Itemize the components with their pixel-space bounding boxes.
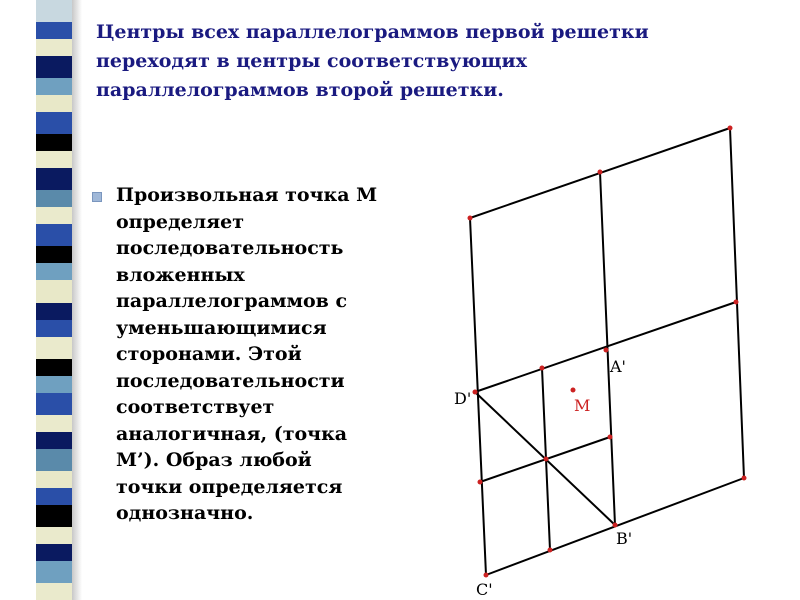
vertex-point — [548, 548, 553, 553]
body-line-13: однозначно. — [116, 502, 254, 524]
body-line-5: параллелограммов с — [116, 290, 348, 312]
body-line-4: вложенных — [116, 263, 245, 286]
vertex-point — [734, 300, 739, 305]
body-line-3: последовательность — [116, 237, 344, 259]
title-line-3: параллелограммов второй решетки. — [96, 79, 504, 101]
label-b-prime: B' — [616, 529, 633, 548]
label-c-prime: C' — [476, 580, 493, 599]
body-line-7: сторонами. Этой — [116, 343, 302, 365]
body-line-8: последовательности — [116, 369, 345, 392]
vertex-point — [598, 170, 603, 175]
vertex-point — [540, 366, 545, 371]
vertex-point — [728, 126, 733, 131]
body-line-1: Произвольная точка М — [116, 184, 378, 206]
vertex-point — [608, 435, 613, 440]
vertex-point — [468, 216, 473, 221]
vertex-point — [742, 476, 747, 481]
vertex-point — [473, 390, 478, 395]
vertex-point — [613, 523, 618, 528]
body-line-2: определяет — [116, 210, 244, 233]
title-line-2: переходят в центры соответствующих — [96, 50, 527, 72]
vertex-point — [484, 573, 489, 578]
vertex-point — [604, 348, 609, 353]
body-line-9: соответствует — [116, 396, 275, 418]
body-line-12: точки определяется — [116, 475, 343, 498]
title-line-1: Центры всех параллелограммов первой решетки — [96, 21, 649, 43]
label-d-prime: D' — [454, 389, 472, 408]
label-a-prime: A' — [610, 357, 626, 376]
vertex-point — [478, 480, 483, 485]
outer-left-edge — [470, 218, 486, 575]
point-m — [571, 388, 576, 393]
body-line-6: уменьшающимися — [116, 316, 327, 339]
body-line-10: аналогичная, (точка — [116, 422, 348, 445]
vertex-point — [544, 457, 549, 462]
body-line-11: М’). Образ любой — [116, 449, 312, 471]
label-m: M — [574, 396, 591, 415]
